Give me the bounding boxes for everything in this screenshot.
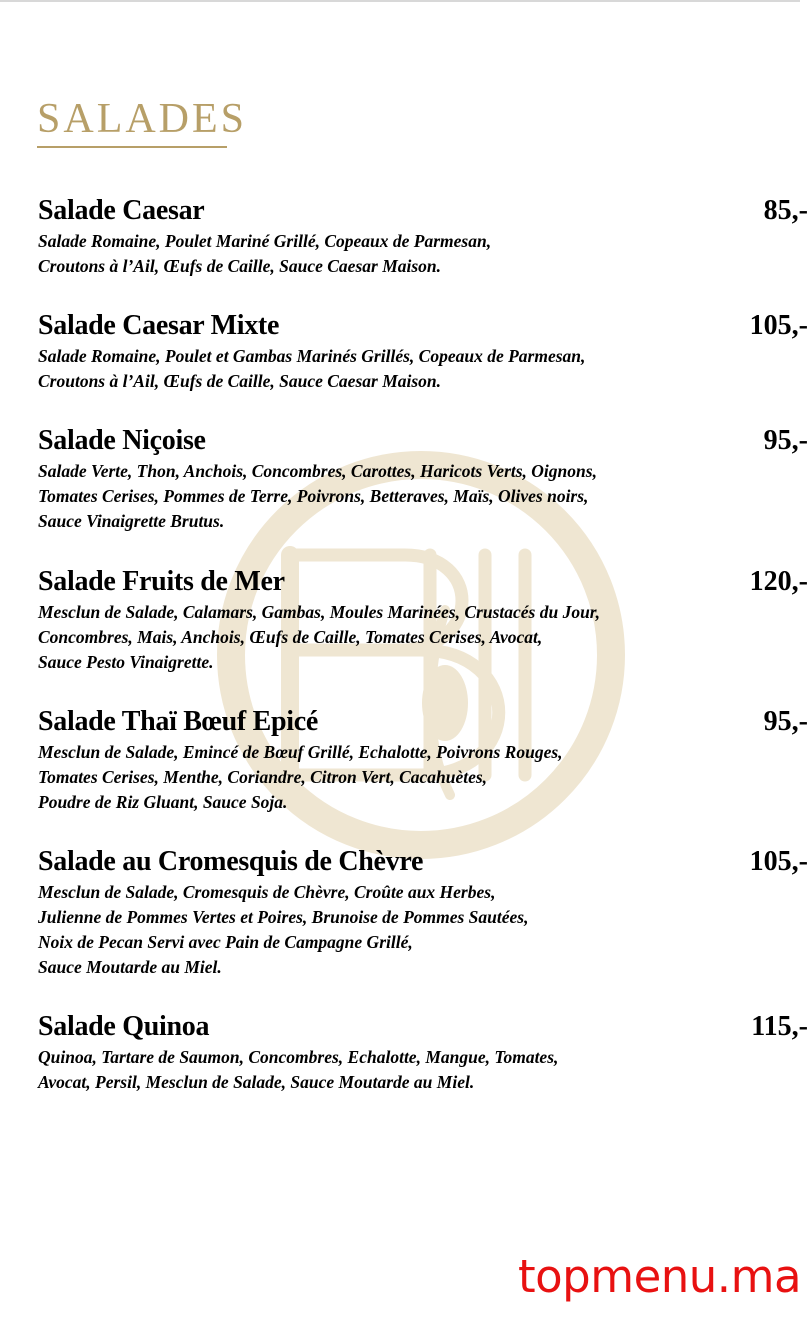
menu-item-description-line: Sauce Vinaigrette Brutus. [38, 511, 225, 531]
menu-item-description-line: Salade Verte, Thon, Anchois, Concombres, Carottes, Haricots Verts, Oignons, [38, 461, 597, 481]
menu-item-description [38, 740, 563, 815]
menu-item-description-line: Croutons à l’Ail, Œufs de Caille, Sauce Caesar Maison. [38, 256, 442, 276]
menu-item-price: 120,- [749, 566, 808, 597]
menu-item-description-line: Tomates Cerises, Menthe, Coriandre, Citron Vert, Cacahuètes, [38, 767, 488, 787]
menu-item-description-line: Poudre de Riz Gluant, Sauce Soja. [38, 792, 288, 812]
menu-item-description [38, 344, 585, 394]
menu-item-description [38, 1045, 558, 1095]
menu-item-description-line: Concombres, Mais, Anchois, Œufs de Caille, Tomates Cerises, Avocat, [38, 627, 543, 647]
menu-item-description-line: Noix de Pecan Servi avec Pain de Campagne Grillé, [38, 932, 413, 952]
menu-item-description-line: Sauce Moutarde au Miel. [38, 957, 222, 977]
menu-item-description-line: Croutons à l’Ail, Œufs de Caille, Sauce Caesar Maison. [38, 371, 442, 391]
top-divider [0, 0, 800, 2]
menu-item-name: Salade Caesar [38, 195, 205, 226]
menu-item-price: 85,- [763, 195, 808, 226]
menu-item-description [38, 459, 597, 534]
menu-item-price: 95,- [763, 706, 808, 737]
menu-item-description-line: Mesclun de Salade, Cromesquis de Chèvre, Croûte aux Herbes, [38, 882, 496, 902]
source-watermark-text: topmenu.ma [518, 1250, 802, 1303]
menu-item-price: 105,- [749, 846, 808, 877]
menu-item-description-line: Tomates Cerises, Pommes de Terre, Poivrons, Betteraves, Maïs, Olives noirs, [38, 486, 589, 506]
menu-item-price: 95,- [763, 425, 808, 456]
section-title-underline [37, 146, 227, 148]
menu-item-description-line: Sauce Pesto Vinaigrette. [38, 652, 214, 672]
menu-item-description-line: Mesclun de Salade, Emincé de Bœuf Grillé, Echalotte, Poivrons Rouges, [38, 742, 563, 762]
menu-item-description [38, 880, 528, 980]
menu-item-description-line: Avocat, Persil, Mesclun de Salade, Sauce Moutarde au Miel. [38, 1072, 475, 1092]
menu-item-description-line: Salade Romaine, Poulet et Gambas Marinés Grillés, Copeaux de Parmesan, [38, 346, 586, 366]
menu-item-price: 115,- [751, 1011, 808, 1042]
menu-item-description [38, 600, 600, 675]
section-title: SALADES [37, 96, 248, 142]
menu-item-price: 105,- [749, 310, 808, 341]
menu-item-description-line: Mesclun de Salade, Calamars, Gambas, Moules Marinées, Crustacés du Jour, [38, 602, 601, 622]
menu-item-name: Salade Fruits de Mer [38, 566, 285, 597]
menu-item-name: Salade Quinoa [38, 1011, 210, 1042]
menu-item-name: Salade Niçoise [38, 425, 206, 456]
menu-item-description-line: Quinoa, Tartare de Saumon, Concombres, Echalotte, Mangue, Tomates, [38, 1047, 559, 1067]
menu-item-description [38, 229, 491, 279]
menu-item-description-line: Salade Romaine, Poulet Mariné Grillé, Copeaux de Parmesan, [38, 231, 492, 251]
menu-item-name: Salade Thaï Bœuf Epicé [38, 706, 318, 737]
menu-item-name: Salade Caesar Mixte [38, 310, 280, 341]
menu-item-description-line: Julienne de Pommes Vertes et Poires, Brunoise de Pommes Sautées, [38, 907, 529, 927]
menu-item-name: Salade au Cromesquis de Chèvre [38, 846, 424, 877]
